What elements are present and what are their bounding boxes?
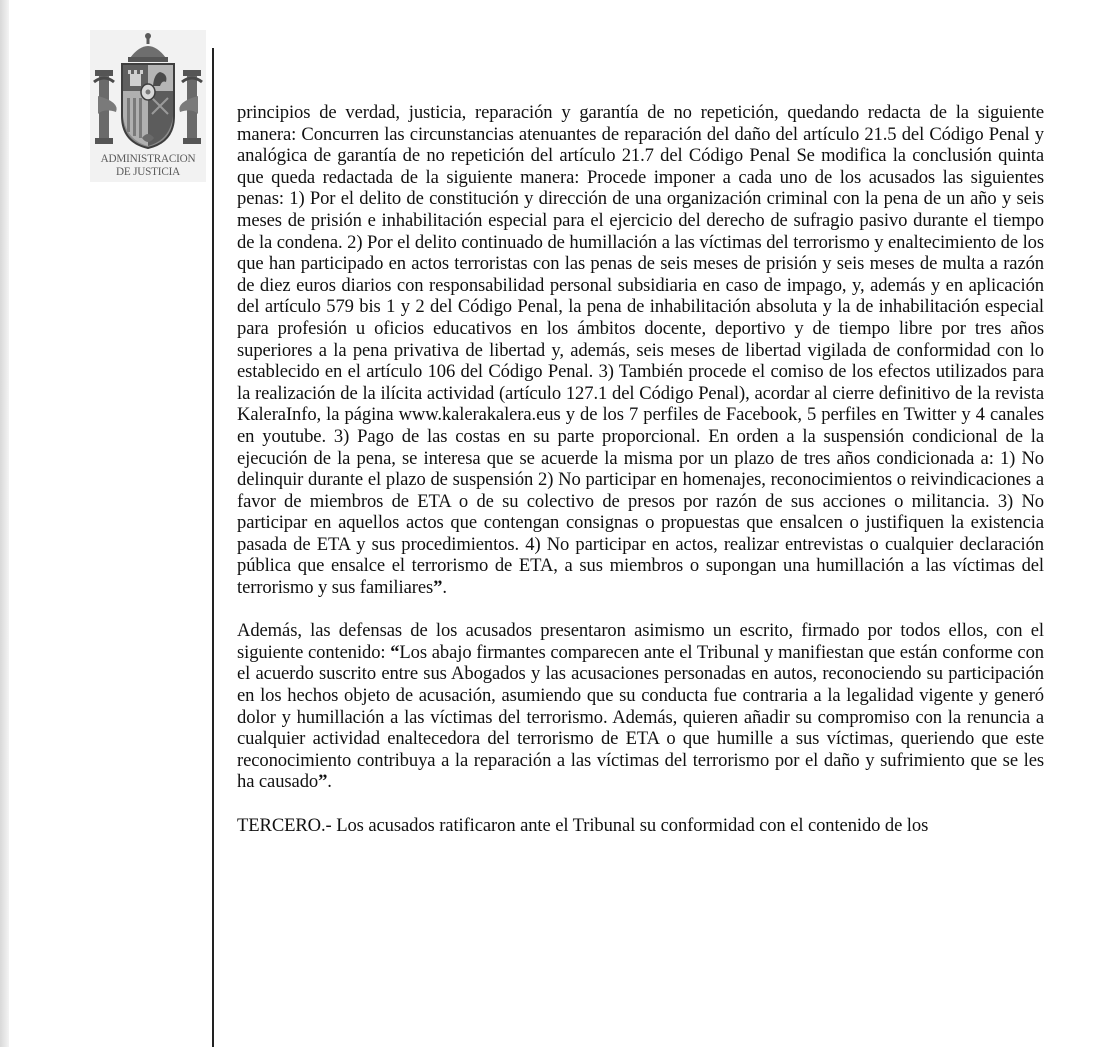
document-body — [237, 102, 1044, 858]
period: . — [327, 771, 332, 793]
emblem-caption-line2: DE JUSTICIA — [116, 166, 180, 178]
emblem-caption-line1: ADMINISTRACION — [100, 153, 196, 165]
paragraph-conclusions — [237, 102, 1044, 599]
coat-of-arms-icon — [90, 30, 206, 152]
administracion-justicia-emblem — [90, 30, 206, 182]
period: . — [442, 577, 447, 599]
paragraph-text: TERCERO.- Los acusados ratificaron ante el Tribunal su conformidad con el contenido de los — [237, 814, 929, 836]
closing-quote: ” — [433, 577, 443, 599]
paragraph-defense-statement — [237, 620, 1044, 793]
margin-rule — [212, 48, 214, 1047]
opening-quote: “ — [390, 641, 400, 663]
paragraph-text: Los abajo firmantes comparecen ante el Tribunal y manifiestan que están conforme con el acuerdo suscrito entre sus Abogados y las acusaciones personadas en autos, reconociendo su participación en los hechos objeto de acusación, asumiendo que su conducta fue contraria a la legalidad vigente y generó dolor y humillación a las víctimas del terrorismo. Además, quieren añadir su compromiso con la renuncia a cualquier actividad enaltecedora del terrorismo de ETA o que humille a sus víctimas, queriendo que este reconocimiento contribuya a la reparación a las víctimas del terrorismo por el daño y sufrimiento que se les ha causado — [237, 641, 1044, 793]
paragraph-text: principios de verdad, justicia, reparación y garantía de no repetición, quedando redacta de la siguiente manera: Concurren las circunstancias atenuantes de reparación del daño del artículo 21.5 del Código Penal y analógica de garantía de no repetición del artículo 21.7 del Código Penal Se modifica la conclusión quinta que queda redactada de la siguiente manera: Procede imponer a cada uno de los acusados las siguientes penas: 1) Por el delito de constitución y dirección de una organización criminal con la pena de un año y seis meses de prisión e inhabilitación especial para el ejercicio del derecho de sufragio pasivo durante el tiempo de la condena. 2) Por el delito continuado de humillación a las víctimas del terrorismo y enaltecimiento de los que han participado en actos terroristas con las penas de seis meses de prisión y seis meses de multa a razón de diez euros diarios con responsabilidad personal subsidiaria en caso de impago, y, además y en aplicación del artículo 579 bis 1 y 2 del Código Penal, la pena de inhabilitación absoluta y la de inhabilitación especial para profesión u oficios educativos en los ámbitos docente, deportivo y de tiempo libre por tres años superiores a la pena privativa de libertad y, además, seis meses de libertad vigilada de conformidad con lo establecido en el artículo 106 del Código Penal. 3) También procede el comiso de los efectos utilizados para la realización de la ilícita actividad (artículo 127.1 del Código Penal), acordar al cierre definitivo de la revista KaleraInfo, la página www.kalerakalera.eus y de los 7 perfiles de Facebook, 5 perfiles en Twitter y 4 canales en youtube. 3) Pago de las costas en su parte proporcional. En orden a la suspensión condicional de la ejecución de la pena, se interesa que se acuerde la misma por un plazo de tres años condicionada a: 1) No delinquir durante el plazo de suspensión 2) No participar en homenajes, reconocimientos o reivindicaciones a favor de miembros de ETA o de su colectivo de presos por razón de sus acciones o militancia. 3) No participar en aquellos actos que contengan consignas o propuestas que ensalcen o justifiquen la existencia pasada de ETA y sus procedimientos. 4) No participar en actos, realizar entrevistas o cualquier declaración pública que ensalce el terrorismo de ETA, a sus miembros o supongan una humillación a las víctimas del terrorismo y sus familiares — [237, 102, 1044, 599]
paragraph-intro: Además, las defensas de los acusados presentaron asimismo un escrito, firmado por todos ellos, con el siguiente contenido: — [237, 620, 1044, 663]
emblem-caption — [90, 153, 206, 179]
page-edge-shadow — [0, 0, 9, 1047]
paragraph-tercero — [237, 815, 1044, 837]
closing-quote: ” — [318, 771, 328, 793]
